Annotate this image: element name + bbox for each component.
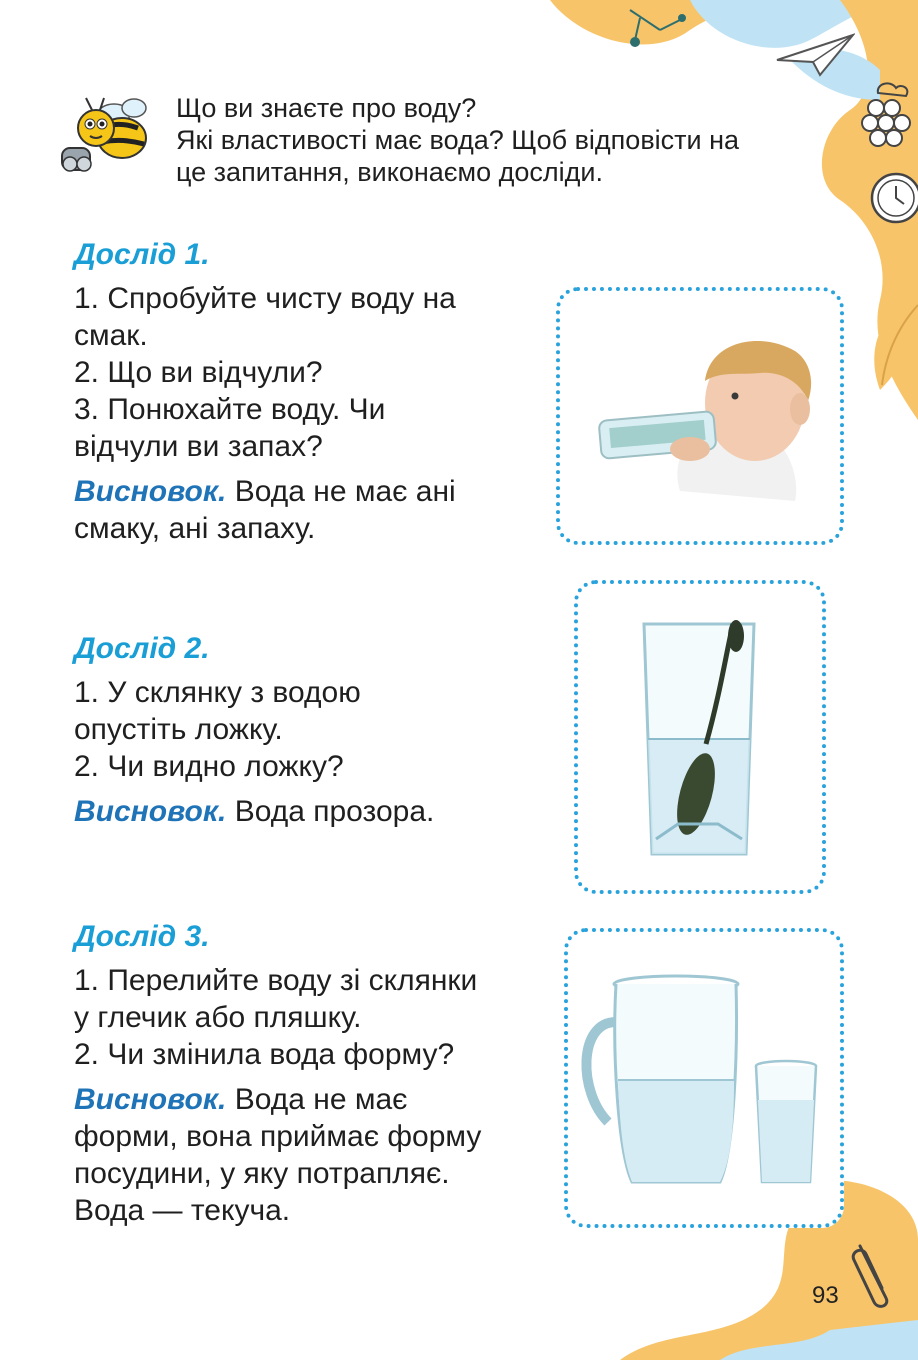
experiment-1-body xyxy=(74,280,529,547)
conclusion-text: Вода не має xyxy=(226,1083,408,1116)
experiment-1-image-frame xyxy=(556,287,844,545)
experiment-2-image-frame xyxy=(574,580,826,894)
conclusion-label: Висновок. xyxy=(74,1083,227,1116)
conclusion-label: Висновок. xyxy=(74,475,227,508)
conclusion-text: посудини, у яку потрапляє. xyxy=(74,1157,450,1190)
experiment-step: 1. У склянку з водою xyxy=(74,676,361,709)
experiment-step: відчули ви запах? xyxy=(74,430,323,463)
paperclip-icon xyxy=(848,1238,898,1308)
experiment-1-title: Дослід 1. xyxy=(74,238,210,271)
conclusion-text: смаку, ані запаху. xyxy=(74,512,316,545)
experiment-3-body xyxy=(74,962,529,1229)
intro-line: Які властивості має вода? Щоб відповісти на xyxy=(176,125,740,155)
page-number: 93 xyxy=(812,1282,839,1309)
bee-with-binoculars-icon xyxy=(56,92,156,182)
conclusion-text: Вода — текуча. xyxy=(74,1194,291,1227)
intro-line: це запитання, виконаємо досліди. xyxy=(176,157,604,187)
raspberry-icon xyxy=(856,78,916,158)
experiment-step: 2. Чи змінила вода форму? xyxy=(74,1038,455,1071)
experiment-step: у глечик або пляшку. xyxy=(74,1001,362,1034)
experiment-3-conclusion xyxy=(74,1081,529,1229)
experiment-step: 2. Що ви відчули? xyxy=(74,356,323,389)
experiment-step: смак. xyxy=(74,319,148,352)
conclusion-text: форми, вона приймає форму xyxy=(74,1120,482,1153)
experiment-2-conclusion xyxy=(74,793,529,830)
conclusion-text: Вода не має ані xyxy=(226,475,456,508)
experiment-1-conclusion xyxy=(74,473,529,547)
intro-text xyxy=(176,92,840,188)
experiment-2-title: Дослід 2. xyxy=(74,632,210,665)
intro-line: Що ви знаєте про воду? xyxy=(176,93,477,123)
clock-icon xyxy=(868,170,918,226)
experiment-3-image-frame xyxy=(564,928,844,1228)
leaf-icon xyxy=(860,290,918,400)
jug-and-glass-image xyxy=(568,932,840,1224)
experiment-3-title: Дослід 3. xyxy=(74,920,210,953)
experiment-2-body xyxy=(74,674,529,830)
experiment-step: 3. Понюхайте воду. Чи xyxy=(74,393,386,426)
conclusion-text: Вода прозора. xyxy=(226,795,435,828)
boy-drinking-water-image xyxy=(560,291,840,541)
experiment-step: 1. Спробуйте чисту воду на xyxy=(74,282,456,315)
paper-plane-icon xyxy=(775,30,855,80)
experiment-step: опустіть ложку. xyxy=(74,713,283,746)
conclusion-label: Висновок. xyxy=(74,795,227,828)
experiment-step: 1. Перелийте воду зі склянки xyxy=(74,964,478,997)
glass-with-spoon-image xyxy=(578,584,822,890)
experiment-step: 2. Чи видно ложку? xyxy=(74,750,344,783)
